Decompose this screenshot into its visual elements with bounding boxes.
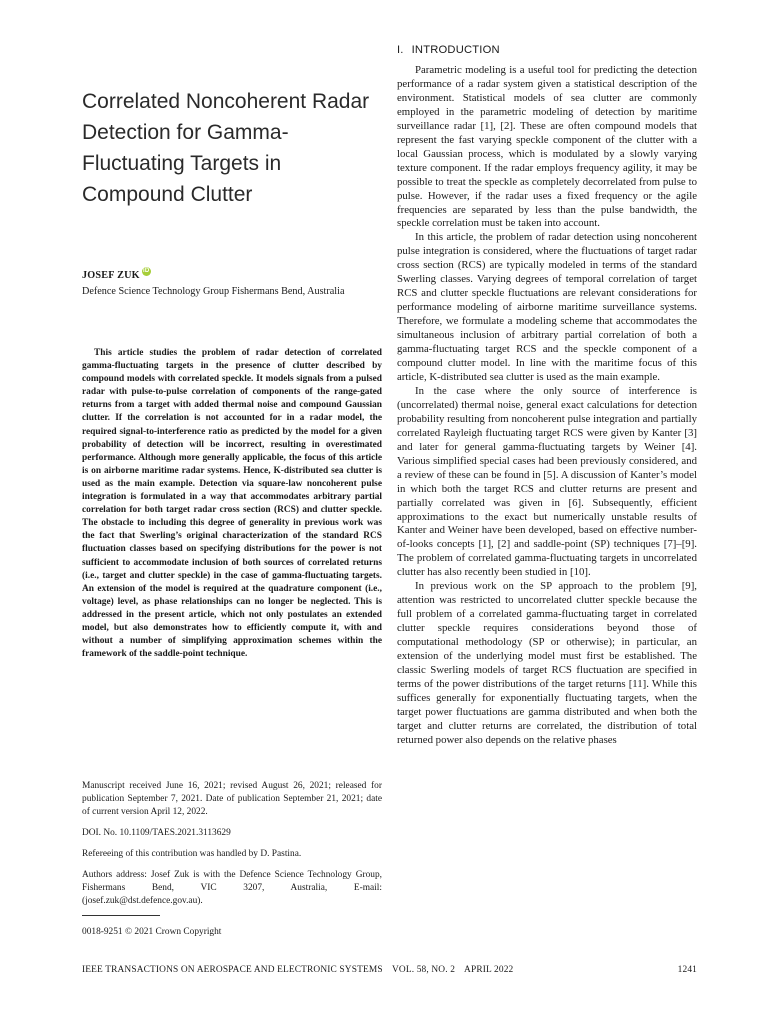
- paragraph: In previous work on the SP approach to the problem [9], attention was restricted to uncorrelated clutter speckle because the full problem of a correlated gamma-fluctuating target in correlated clutter speckle requires considerations beyond those of computational methodology (SP or otherwise); in particular, an extension of the underlying model must first be established. The classic Swerling models of target RCS fluctuation are specified in terms of the power distributions of the target returns [11]. While this suffices generally for exponentially fluctuating targets, when the target power fluctuations are gamma distributed and when both the target and clutter returns are correlated, the distribution of total returned power also depends on the relative phases: [397, 580, 697, 746]
- paragraph: In the case where the only source of interference is (uncorrelated) thermal noise, general exact calculations for detection probability resulting from noncoherent pulse integration and partially correlated Rayleigh fluctuating target RCS were given by Kanter [3] and later for general gamma-fluctuating targets by Weiner [4]. Various simplified special cases had been previously considered, and a review of these can be found in [5]. A discussion of Kanter’s model in which both the target RCS and clutter returns are present and partially correlated was given in [6]. Subsequently, efficient approximations to the exact but numerically unstable results of Kanter and Weiner have been developed, based on effective number-of-looks concepts [1], [2] and saddle-point (SP) techniques [7]–[9]. The problem of correlated gamma-fluctuating targets in uncorrelated clutter has also recently been studied in [10].: [397, 384, 697, 579]
- author-name: JOSEF ZUK: [82, 270, 140, 281]
- author-address: Authors address: Josef Zuk is with the Defence Science Technology Group, Fishermans Bend, VIC 3207, Australia, E-mail: (josef.zuk@dst.defence.gov.au).: [82, 870, 382, 906]
- author-affiliation: Defence Science Technology Group Fishermans Bend, Australia: [82, 286, 345, 297]
- section-heading: [397, 44, 697, 56]
- abstract: This article studies the problem of radar detection of correlated gamma-fluctuating targets in the presence of clutter described by compound models with correlated speckle. It models signals from a pulsed radar with pulse-to-pulse correlation of components of the range-gated returns from a target with added thermal noise and compound Gaussian clutter. If the correlation is not accounted for in a radar model, the required signal-to-interference ratio as predicted by the model for a given probability of detection will be incorrect, resulting in overestimated performance. Although more generally applicable, the focus of this article is on airborne maritime radar systems. Hence, K-distributed sea clutter is used as the main example. Detection via square-law noncoherent pulse integration is formulated in a way that accommodates arbitrary partial correlation for both target radar cross section (RCS) and clutter speckle. The obstacle to including this degree of generality in previous work was the fact that Swerling’s original characterization of the standard RCS fluctuation classes based on specifying distributions for the power is not sufficient to accommodate inclusion of both sources of correlated returns (i.e., target and clutter speckle) in the case of gamma-fluctuating targets. An extension of the model is required at the quadrature component (i.e., voltage) level, as phase relationships can no longer be neglected. This is addressed in the present article, which not only postulates an extended model, but also demonstrates how to efficiently compute it, with and without a number of simplifying approximation schemes within the framework of the saddle-point technique.: [82, 348, 382, 660]
- journal-volume: VOL. 58, NO. 2: [392, 965, 456, 975]
- section-number: I.: [397, 44, 404, 56]
- orcid-icon[interactable]: iD: [143, 268, 150, 274]
- manuscript-dates: Manuscript received June 16, 2021; revised August 26, 2021; released for publication September 7, 2021. Date of publication September 21, 2021; date of current version April 12, 2022.: [82, 781, 382, 817]
- manuscript-notes: [82, 780, 382, 916]
- paragraph: Parametric modeling is a useful tool for predicting the detection performance of a radar system given a statistical description of the environment. Statistical models of sea clutter are commonly employed in the parametric modeling of detection by maritime surveillance radar [1], [2]. These are often compound models that represent the fast varying speckle component of the clutter with a local Gaussian process, which is modulated by a slowly varying texture component. If the radar employs frequency agility, it may be possible to treat the speckle as completely decorrelated from pulse to pulse. However, if the radar uses a fixed frequency or the agile frequencies are separated by less than the pulse bandwidth, the speckle correlation must be taken into account.: [397, 64, 697, 230]
- section-title: INTRODUCTION: [411, 44, 500, 56]
- copyright: 0018-9251 © 2021 Crown Copyright: [82, 927, 222, 937]
- title-line: Correlated Noncoherent Radar: [82, 90, 370, 113]
- paragraph: In this article, the problem of radar detection using noncoherent pulse integration is considered, where the fluctuations of target radar cross section (RCS) are typically modeled in terms of the standard Swerling classes. Varying degrees of temporal correlation of target RCS and clutter speckle fluctuations are relevant considerations for performance modeling of airborne maritime surveillance systems. Therefore, we formulate a modeling scheme that accommodates the simultaneous inclusion of arbitrary partial correlation of both a gamma-fluctuating target RCS and the speckle component of a compound clutter model. In line with the maritime focus of this article, K-distributed sea clutter is used as the main example.: [397, 231, 697, 383]
- body-text: [397, 64, 697, 748]
- footer-journal-info: [82, 965, 520, 975]
- title-line: Compound Clutter: [82, 183, 253, 206]
- journal-date: APRIL 2022: [464, 965, 514, 975]
- author-block: [82, 270, 151, 281]
- footnote-divider: [82, 915, 160, 916]
- page-footer: [82, 965, 697, 975]
- article-title: [82, 86, 387, 210]
- title-line: Fluctuating Targets in: [82, 152, 282, 175]
- title-line: Detection for Gamma-: [82, 121, 289, 144]
- introduction-column: [397, 44, 697, 748]
- page-number: 1241: [677, 965, 697, 975]
- journal-name: IEEE TRANSACTIONS ON AEROSPACE AND ELECTRONIC SYSTEMS: [82, 965, 383, 975]
- refereeing-note: Refereeing of this contribution was handled by D. Pastina.: [82, 849, 302, 859]
- doi: DOI. No. 10.1109/TAES.2021.3113629: [82, 828, 231, 838]
